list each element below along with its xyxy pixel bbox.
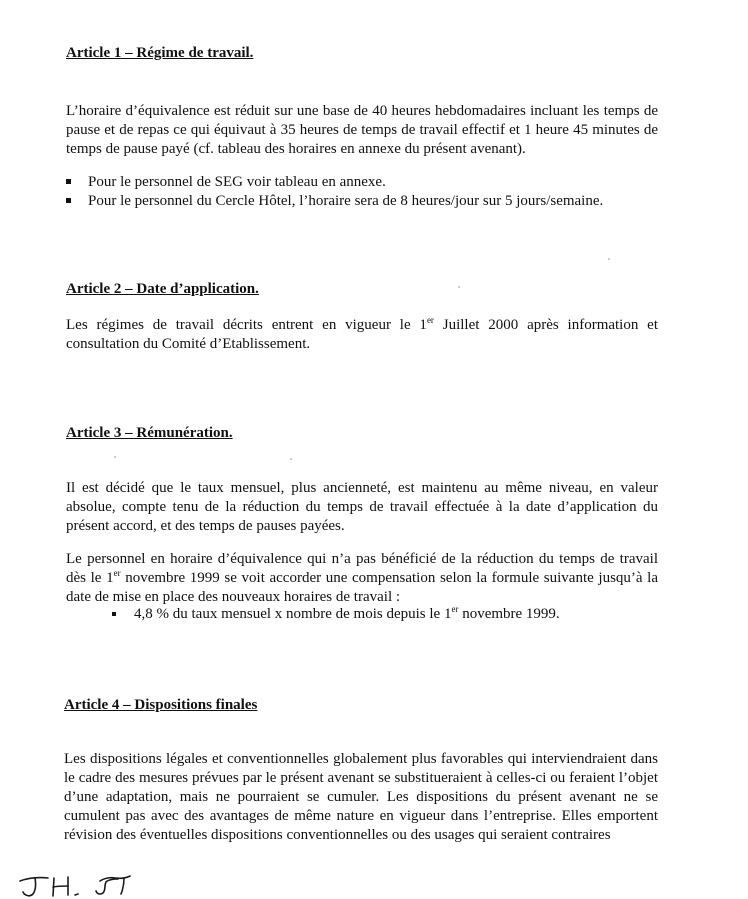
article-1-title: Article 1 – Régime de travail. — [66, 45, 254, 61]
bullet-square-icon — [66, 179, 71, 184]
article-3-title: Article 3 – Rémunération. — [66, 425, 233, 441]
bullet-square-icon — [112, 612, 116, 616]
scan-speck — [290, 458, 292, 460]
article-3-bullet-list — [112, 605, 560, 624]
bullet-square-icon — [66, 198, 71, 203]
article-4-paragraph: Les dispositions légales et conventionnelles globalement plus favorables qui interviendraient dans le cadre des mesures prévues par le présent avenant se substitueraient à celles-ci ou feraient l’objet d’une adaptation, mais ne pourraient se cumuler. Les dispositions du présent avenant ne se cumulent pas avec des avantages de même nature en vigueur dans l’entreprise. Elles emportent révision des éventuelles dispositions conventionnelles ou des usages qui seraient contraires — [64, 751, 658, 843]
article-1-paragraph: L’horaire d’équivalence est réduit sur une base de 40 heures hebdomadaires incluant les temps de pause et de repas ce qui équivaut à 35 heures de temps de travail effectif et 1 heure 45 minutes de temps de pause payé (cf. tableau des horaires en annexe du présent avenant). — [66, 103, 658, 157]
scan-speck — [608, 258, 610, 260]
article-3-paragraph-1: Il est décidé que le taux mensuel, plus ancienneté, est maintenu au même niveau, en valeur absolue, compte tenu de la réduction du temps de travail effectuée à la date d’application du présent accord, et des temps de pauses payées. — [66, 480, 658, 534]
scan-speck — [114, 456, 116, 458]
article-3-paragraph-2: Le personnel en horaire d’équivalence qui n’a pas bénéficié de la réduction du temps de travail dès le 1er novembre 1999 se voit accorder une compensation selon la formule suivante jusqu’à la date de mise en place des nouveaux horaires de travail : — [66, 551, 659, 605]
handwritten-initials-signature — [18, 872, 148, 899]
bullet-item-formula: 4,8 % du taux mensuel x nombre de mois depuis le 1er novembre 1999. — [112, 605, 560, 624]
article-2-title: Article 2 – Date d’application. — [66, 281, 259, 297]
bullet-item-cercle-hotel: Pour le personnel du Cercle Hôtel, l’horaire sera de 8 heures/jour sur 5 jours/semaine. — [66, 192, 603, 211]
scan-speck — [458, 286, 460, 288]
article-1-bullet-list — [66, 173, 603, 211]
article-4-title: Article 4 – Dispositions finales — [64, 697, 258, 713]
bullet-item-seg: Pour le personnel de SEG voir tableau en annexe. — [66, 173, 603, 192]
article-2-paragraph: Les régimes de travail décrits entrent en vigueur le 1er Juillet 2000 après information et consultation du Comité d’Etablissement. — [66, 315, 658, 352]
